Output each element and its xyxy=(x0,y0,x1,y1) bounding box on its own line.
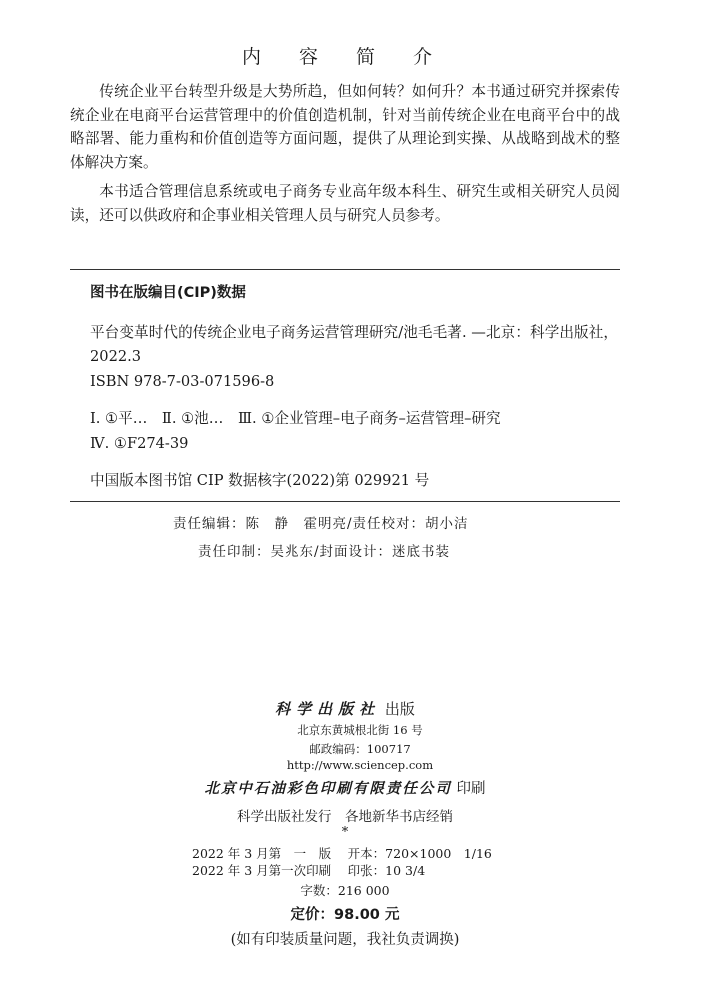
printer-line xyxy=(0,777,690,798)
production-credits: 责任印制：吴兆东/封面设计：迷底书装 xyxy=(198,544,451,560)
printer-name: 北京中石油彩色印刷有限责任公司 xyxy=(204,780,452,797)
separator-star: * xyxy=(341,825,349,840)
publisher-url: http://www.sciencep.com xyxy=(286,758,434,772)
publisher-suffix: 出版 xyxy=(384,700,415,718)
cip-isbn: ISBN 978-7-03-071596-8 xyxy=(90,373,275,390)
summary-paragraph-1: 传统企业平台转型升级是大势所趋，但如何转？如何升？本书通过研究并探索传统企业在电商平台运营管理中的价值创造机制，针对当前传统企业在电商平台中的战略部署、能力重构和价值创造等方面问题，提供了从理论到实操、从战略到战术的整体解决方案。 xyxy=(70,83,620,171)
bottom-divider xyxy=(70,501,620,502)
cip-description: 平台变革时代的传统企业电子商务运营管理研究/池毛毛著. —北京：科学出版社，2022.3 xyxy=(90,324,618,365)
publisher-line xyxy=(0,698,690,719)
price: 定价：98.00 元 xyxy=(290,907,400,923)
cip-heading: 图书在版编目(CIP)数据 xyxy=(90,285,246,301)
distribution-line: 科学出版社发行 各地新华书店经销 xyxy=(237,809,453,825)
printer-suffix: 印刷 xyxy=(456,781,486,797)
printing-line: 2022 年 3 月第一次印刷 印张：10 3/4 xyxy=(192,863,426,878)
summary-title: 内 容 简 介 xyxy=(241,46,449,68)
publisher-name: 科学出版社 xyxy=(275,700,381,718)
cip-classification: Ⅰ. ①平… Ⅱ. ①池… Ⅲ. ①企业管理–电子商务–运营管理–研究 xyxy=(90,410,501,427)
exchange-notice: (如有印装质量问题，我社负责调换) xyxy=(230,932,460,948)
cip-number: 中国版本图书馆 CIP 数据核字(2022)第 029921 号 xyxy=(90,472,430,489)
edition-line: 2022 年 3 月第 一 版 开本：720×1000 1/16 xyxy=(192,846,492,861)
postcode: 邮政编码：100717 xyxy=(309,742,411,756)
top-divider xyxy=(70,269,620,270)
editor-credits: 责任编辑：陈 静 霍明亮/责任校对：胡小洁 xyxy=(173,516,469,532)
summary-paragraph-2: 本书适合管理信息系统或电子商务专业高年级本科生、研究生或相关研究人员阅读，还可以供政府和企事业相关管理人员与研究人员参考。 xyxy=(70,183,620,224)
word-count: 字数：216 000 xyxy=(300,883,390,898)
cip-classification-2: Ⅳ. ①F274-39 xyxy=(90,435,189,452)
publisher-address: 北京东黄城根北街 16 号 xyxy=(297,723,423,737)
